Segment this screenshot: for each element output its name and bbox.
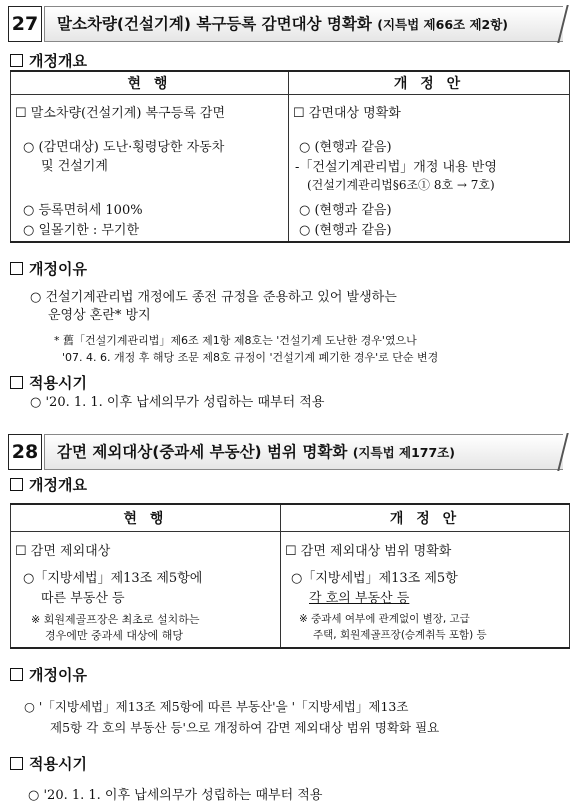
- reason-line: 제5항 각 호의 부동산 등'으로 개정하여 감면 제외대상 범위 명확화 필요: [50, 720, 440, 735]
- current-title: ☐ 말소차량(건설기계) 복구등록 감면: [15, 106, 226, 121]
- checkbox-square-icon: [10, 262, 23, 275]
- section-number: 27: [8, 6, 42, 42]
- section-title: [57, 435, 455, 470]
- revised-subitem-note: (건설기계관리법§6조① 8호 → 7호): [307, 178, 495, 192]
- title-bar: [44, 6, 563, 42]
- col-header-current: 현 행: [11, 71, 289, 95]
- title-bar: [44, 434, 563, 470]
- revised-item: ○ (현행과 같음): [299, 223, 392, 238]
- apply-heading: 적용시기: [10, 372, 87, 393]
- apply-text: ○ '20. 1. 1. 이후 납세의무가 성립하는 때부터 적용: [28, 788, 323, 803]
- revised-item: ○「지방세법」제13조 제5항: [291, 571, 458, 586]
- current-item-cont: 따른 부동산 등: [41, 591, 125, 606]
- current-item: ○「지방세법」제13조 제5항에: [23, 571, 203, 586]
- revised-cell: [289, 95, 570, 243]
- overview-heading: 개정개요: [10, 474, 87, 495]
- law-reference: (지특법 제177조): [352, 445, 455, 460]
- revised-title: ☐ 감면 제외대상 범위 명확화: [285, 544, 452, 559]
- apply-heading: 적용시기: [10, 753, 87, 774]
- revised-item: ○ (현행과 같음): [299, 140, 392, 155]
- checkbox-square-icon: [10, 668, 23, 681]
- reason-heading: 개정이유: [10, 664, 87, 685]
- footnote-line: '07. 4. 6. 개정 후 해당 조문 제8호 규정이 '건설기계 폐기한 경우'로 단순 변경: [62, 351, 439, 364]
- comparison-table: [10, 70, 570, 243]
- apply-text: ○ '20. 1. 1. 이후 납세의무가 성립하는 때부터 적용: [30, 395, 325, 410]
- current-item: ○ 일몰기한 : 무기한: [23, 223, 140, 238]
- revised-item: ○ (현행과 같음): [299, 203, 392, 218]
- current-note: ※ 회원제골프장은 최초로 설치하는: [31, 613, 200, 626]
- revised-cell: [281, 532, 570, 649]
- checkbox-square-icon: [10, 757, 23, 770]
- title-text: 말소차량(건설기계) 복구등록 감면대상 명확화: [57, 15, 372, 33]
- revised-note: ※ 중과세 여부에 관계없이 별장, 고급: [299, 613, 470, 625]
- overview-heading: 개정개요: [10, 50, 87, 71]
- revised-title: ☐ 감면대상 명확화: [293, 106, 401, 121]
- col-header-current: 현 행: [11, 504, 281, 532]
- col-header-revised: 개 정 안: [289, 71, 570, 95]
- comparison-table: [10, 503, 570, 649]
- section-28-banner: [8, 434, 568, 470]
- section-title: [57, 7, 508, 42]
- revised-item-cont: 각 호의 부동산 등: [309, 591, 410, 606]
- col-header-revised: 개 정 안: [281, 504, 570, 532]
- current-item: ○ (감면대상) 도난·횡령당한 자동차: [23, 140, 225, 155]
- current-item-cont: 및 건설기계: [41, 159, 108, 174]
- section-27-banner: [8, 6, 568, 42]
- checkbox-square-icon: [10, 376, 23, 389]
- revised-subitem: -「건설기계관리법」개정 내용 반영: [295, 160, 497, 175]
- current-note-cont: 경우에만 중과세 대상에 해당: [45, 629, 184, 642]
- current-cell: [11, 95, 289, 243]
- footnote-line: * 舊「건설기계관리법」제6조 제1항 제8호는 '건설기계 도난한 경우'였으나: [54, 334, 417, 347]
- checkbox-square-icon: [10, 478, 23, 491]
- reason-heading: 개정이유: [10, 258, 87, 279]
- law-reference: (지특법 제66조 제2항): [377, 17, 509, 32]
- reason-line: ○ '「지방세법」제13조 제5항에 따른 부동산'을 '「지방세법」제13조: [24, 699, 409, 714]
- reason-line: ○ 건설기계관리법 개정에도 종전 규정을 준용하고 있어 발생하는: [30, 290, 397, 305]
- section-number: 28: [8, 434, 42, 470]
- title-text: 감면 제외대상(중과세 부동산) 범위 명확화: [57, 443, 348, 461]
- current-cell: [11, 532, 281, 649]
- checkbox-square-icon: [10, 54, 23, 67]
- current-item: ○ 등록면허세 100%: [23, 203, 143, 218]
- current-title: ☐ 감면 제외대상: [15, 544, 111, 559]
- reason-line: 운영상 혼란* 방지: [48, 308, 151, 323]
- revised-note-cont: 주택, 회원제골프장(승계취득 포함) 등: [313, 629, 487, 641]
